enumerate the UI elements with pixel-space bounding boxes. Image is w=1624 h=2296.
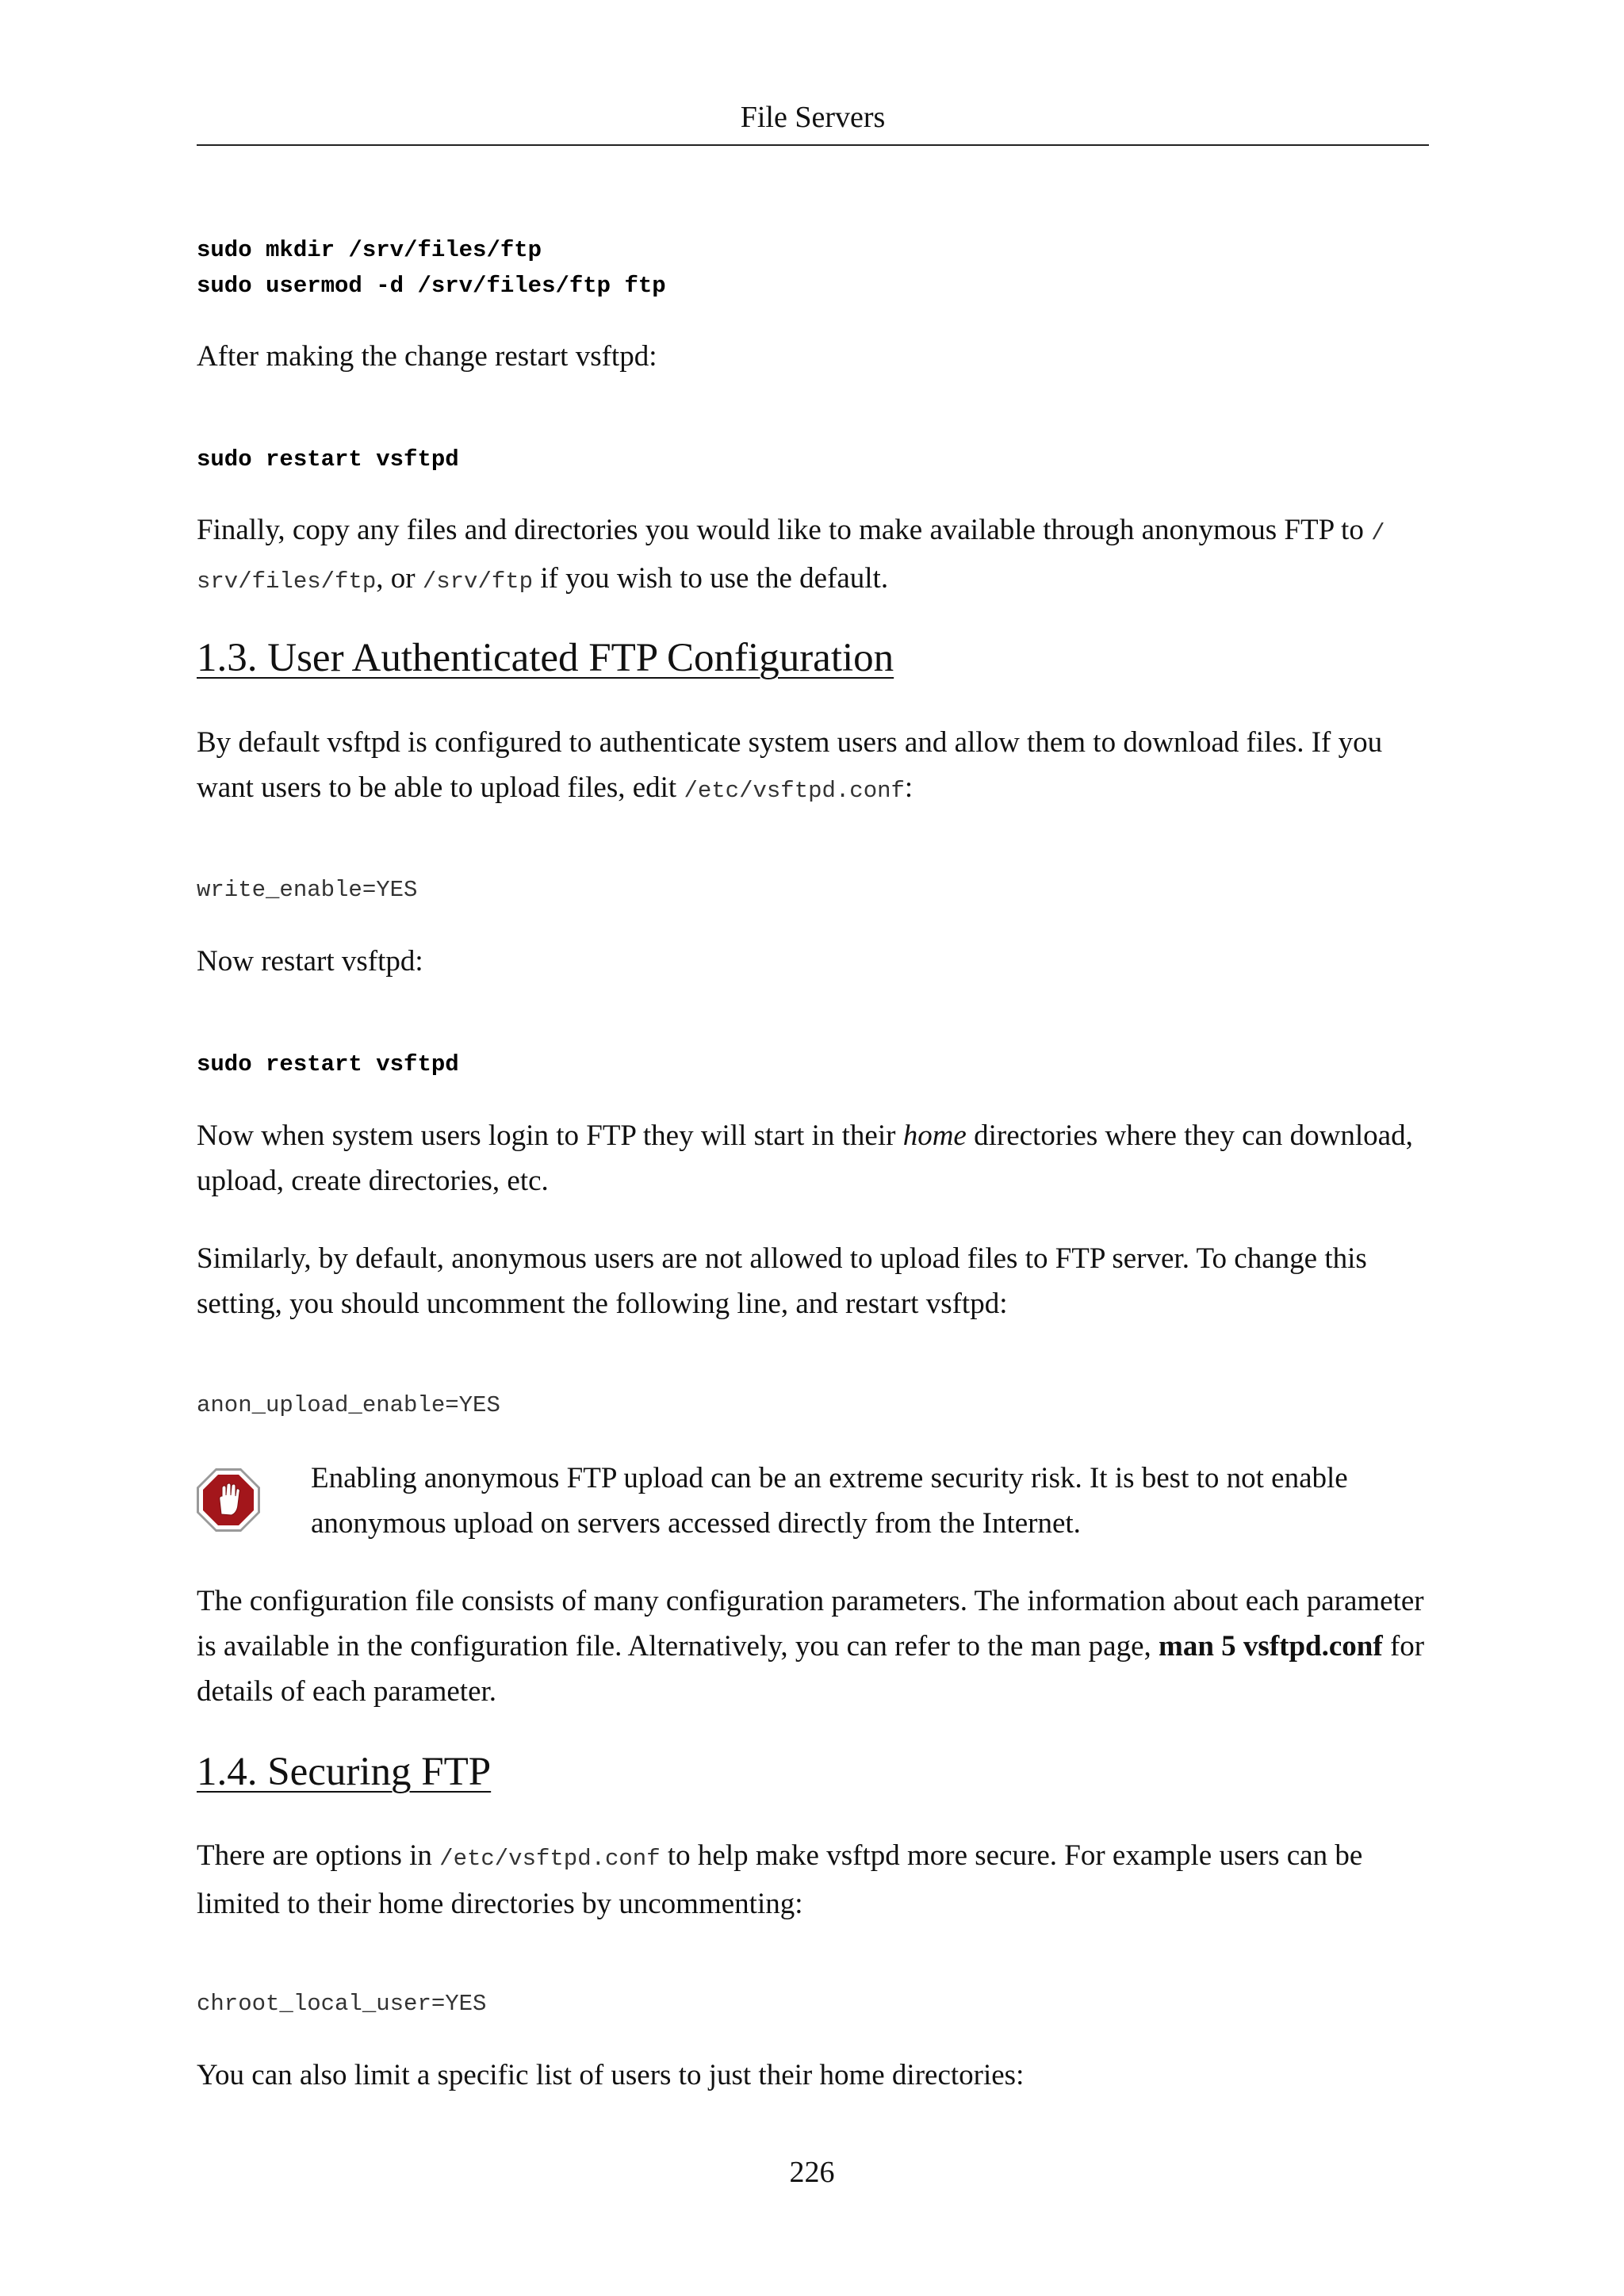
section-heading-1-3: 1.3. User Authenticated FTP Configuration: [197, 636, 894, 680]
paragraph: After making the change restart vsftpd:: [197, 340, 657, 373]
code-block-write-enable: write_enable=YES: [197, 877, 418, 903]
header-title: File Servers: [740, 101, 886, 134]
page-header: [197, 100, 1429, 146]
paragraph: The configuration file consists of many configuration parameters. The information about each parameter is available in the configuration file. Alternatively, you can refer to the man page, man 5 vsftpd.conf for details of each parameter.: [197, 1585, 1425, 1708]
warning-text: Enabling anonymous FTP upload can be an extreme security risk. It is best to not enable anonymous upload on servers accessed directly from the Internet.: [311, 1462, 1348, 1540]
code-block-restart: sudo restart vsftpd: [197, 1051, 459, 1077]
paragraph: Similarly, by default, anonymous users are not allowed to upload files to FTP server. To change this setting, you should uncomment the following line, and restart vsftpd:: [197, 1242, 1367, 1320]
code-block-mkdir: [197, 232, 1434, 304]
paragraph: By default vsftpd is configured to authenticate system users and allow them to download files. If you want users to be able to upload files, edit /etc/vsftpd.conf:: [197, 726, 1383, 804]
section-heading-1-4: 1.4. Securing FTP: [197, 1750, 492, 1794]
page-number: 226: [789, 2156, 835, 2189]
code-line: sudo usermod -d /srv/files/ftp ftp: [197, 273, 666, 299]
paragraph: Now when system users login to FTP they will start in their home directories where they can download, upload, create directories, etc.: [197, 1119, 1413, 1197]
paragraph: There are options in /etc/vsftpd.conf to help make vsftpd more secure. For example users can be limited to their home directories by uncommenting:: [197, 1839, 1363, 1920]
paragraph: Finally, copy any files and directories you would like to make available through anonymous FTP to / srv/files/ftp, or /srv/ftp if you wish to use the default.: [197, 514, 1385, 595]
stop-hand-icon: [195, 1467, 262, 1533]
paragraph: You can also limit a specific list of users to just their home directories:: [197, 2059, 1025, 2091]
code-block-chroot: chroot_local_user=YES: [197, 1991, 487, 2017]
code-line: sudo mkdir /srv/files/ftp: [197, 237, 542, 263]
code-block-anon-upload: anon_upload_enable=YES: [197, 1392, 500, 1418]
paragraph: Now restart vsftpd:: [197, 945, 423, 978]
code-block-restart: sudo restart vsftpd: [197, 446, 459, 473]
